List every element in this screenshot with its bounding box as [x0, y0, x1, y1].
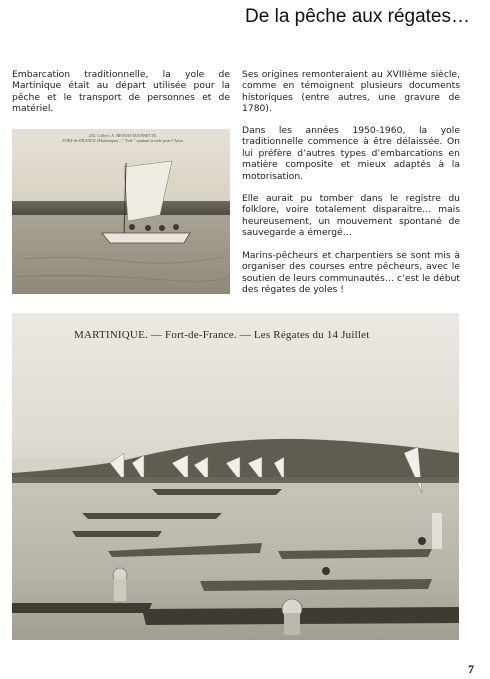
- decline-paragraph: Dans les années 1950-1960, la yole traditionnelle commence à être délaissée. On lui préfère d’autres types d’embarcations en matière composite et mieux adaptés à la motorisation.: [242, 125, 460, 182]
- postcard-small-caption: 253. Collect. A. BENOIT-JEANNETTE FORT-de-FRANCE (Martinique) – " Yole " quittant la rade pour l’Anse: [62, 133, 183, 143]
- postcard-yole-photo: [12, 129, 230, 294]
- regattas-paragraph: Marins-pêcheurs et charpentiers se sont mis à organiser des courses entre pêcheurs, avec le soutien de leurs communautés… c’est le début des régates de yoles !: [242, 250, 460, 296]
- page-title: De la pêche aux régates…: [245, 6, 470, 27]
- regatta-illustration: [12, 313, 459, 640]
- postcard-small-illustration: [12, 129, 230, 294]
- revival-paragraph: Elle aurait pu tomber dans le registre du folklore, voire totalement disparaitre… mais heureusement, un mouvement spontané de sauvegarde a émergé…: [242, 193, 460, 239]
- postcard-large-caption: MARTINIQUE. — Fort-de-France. — Les Régates du 14 Juillet: [74, 329, 370, 341]
- intro-paragraph: Embarcation traditionnelle, la yole de Martinique était au départ utilisée pour la pêche et le transport de personnes et de matériel.: [12, 69, 230, 115]
- page-number: 7: [468, 662, 474, 676]
- postcard-regates-photo: [12, 313, 459, 640]
- origins-paragraph: Ses origines remonteraient au XVIIIème siècle, comme en témoignent plusieurs documents historiques (entre autres, une gravure de 1780).: [242, 69, 460, 115]
